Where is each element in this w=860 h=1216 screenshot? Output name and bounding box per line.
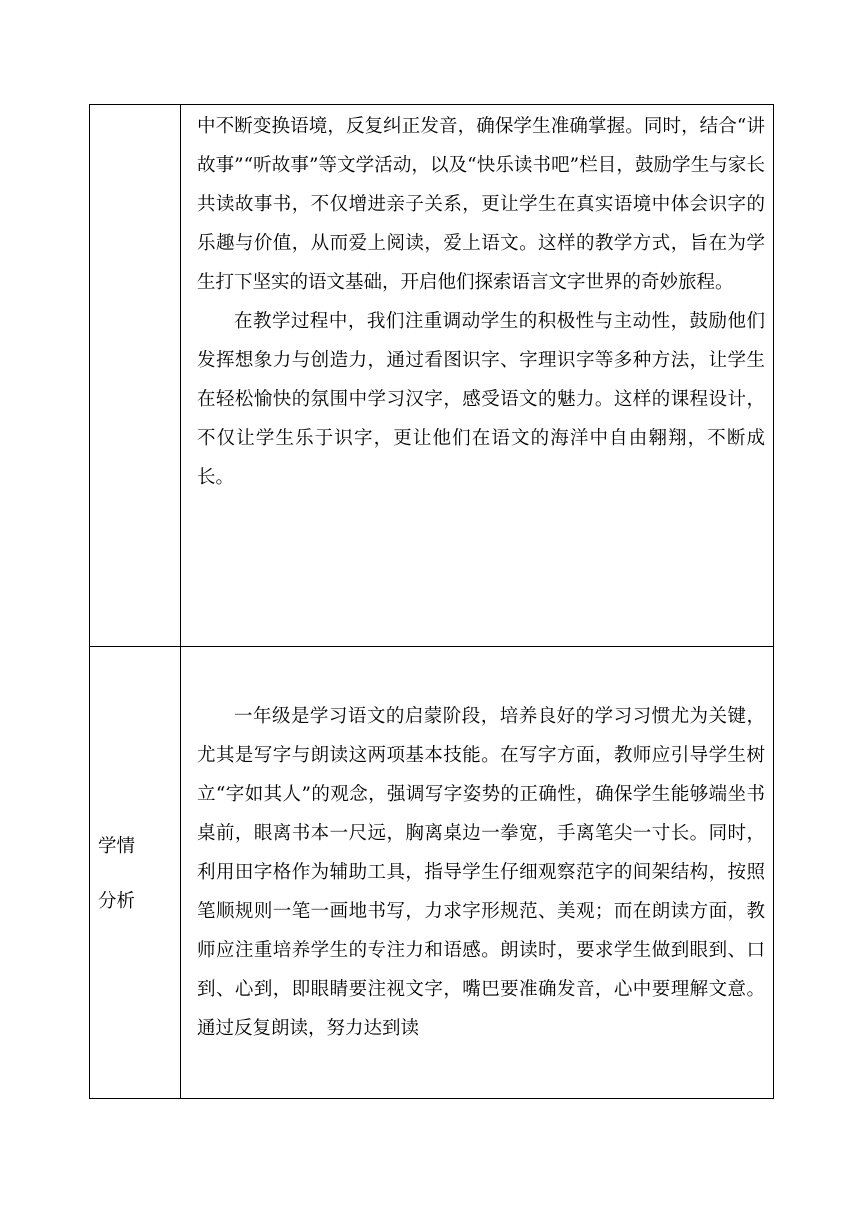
row-label-line: 学情: [98, 836, 136, 857]
lesson-plan-table: [89, 104, 774, 1099]
row-content-cell: [181, 105, 774, 647]
content-paragraph: 中不断变换语境，反复纠正发音，确保学生准确掌握。同时，结合“讲故事”“听故事”等文学活动，以及“快乐读书吧”栏目，鼓励学生与家长共读故事书，不仅增进亲子关系，更让学生在真实语境中体会识字的乐趣与价值，从而爱上阅读，爱上语文。这样的教学方式，旨在为学生打下坚实的语文基础，开启他们探索语言文字世界的奇妙旅程。: [197, 116, 765, 293]
row-label: [98, 831, 135, 917]
content-paragraph: 在教学过程中，我们注重调动学生的积极性与主动性，鼓励他们发挥想象力与创造力，通过看图识字、字理识字等多种方法，让学生在轻松愉快的氛围中学习汉字，感受语文的魅力。这样的课程设计，不仅让学生乐于识字，更让他们在语文的海洋中自由翱翔，不断成长。: [197, 311, 765, 488]
row-label-cell: [90, 647, 181, 1099]
row-content-cell: [181, 647, 774, 1099]
row-label-line: 分析: [98, 891, 136, 912]
content-paragraph: 一年级是学习语文的启蒙阶段，培养良好的学习习惯尤为关键，尤其是写字与朗读这两项基本技能。在写字方面，教师应引导学生树立“字如其人”的观念，强调写字姿势的正确性，确保学生能够端坐书桌前，眼离书本一尺远，胸离桌边一拳宽，手离笔尖一寸长。同时，利用田字格作为辅助工具，指导学生仔细观察范字的间架结构，按照笔顺规则一笔一画地书写，力求字形规范、美观；而在朗读方面，教师应注重培养学生的专注力和语感。朗读时，要求学生做到眼到、口到、心到，即眼睛要注视文字，嘴巴要准确发音，心中要理解文意。通过反复朗读，努力达到读: [197, 706, 765, 1039]
row-label-cell: [90, 105, 181, 647]
table-row: [90, 105, 774, 647]
table-row: [90, 647, 774, 1099]
